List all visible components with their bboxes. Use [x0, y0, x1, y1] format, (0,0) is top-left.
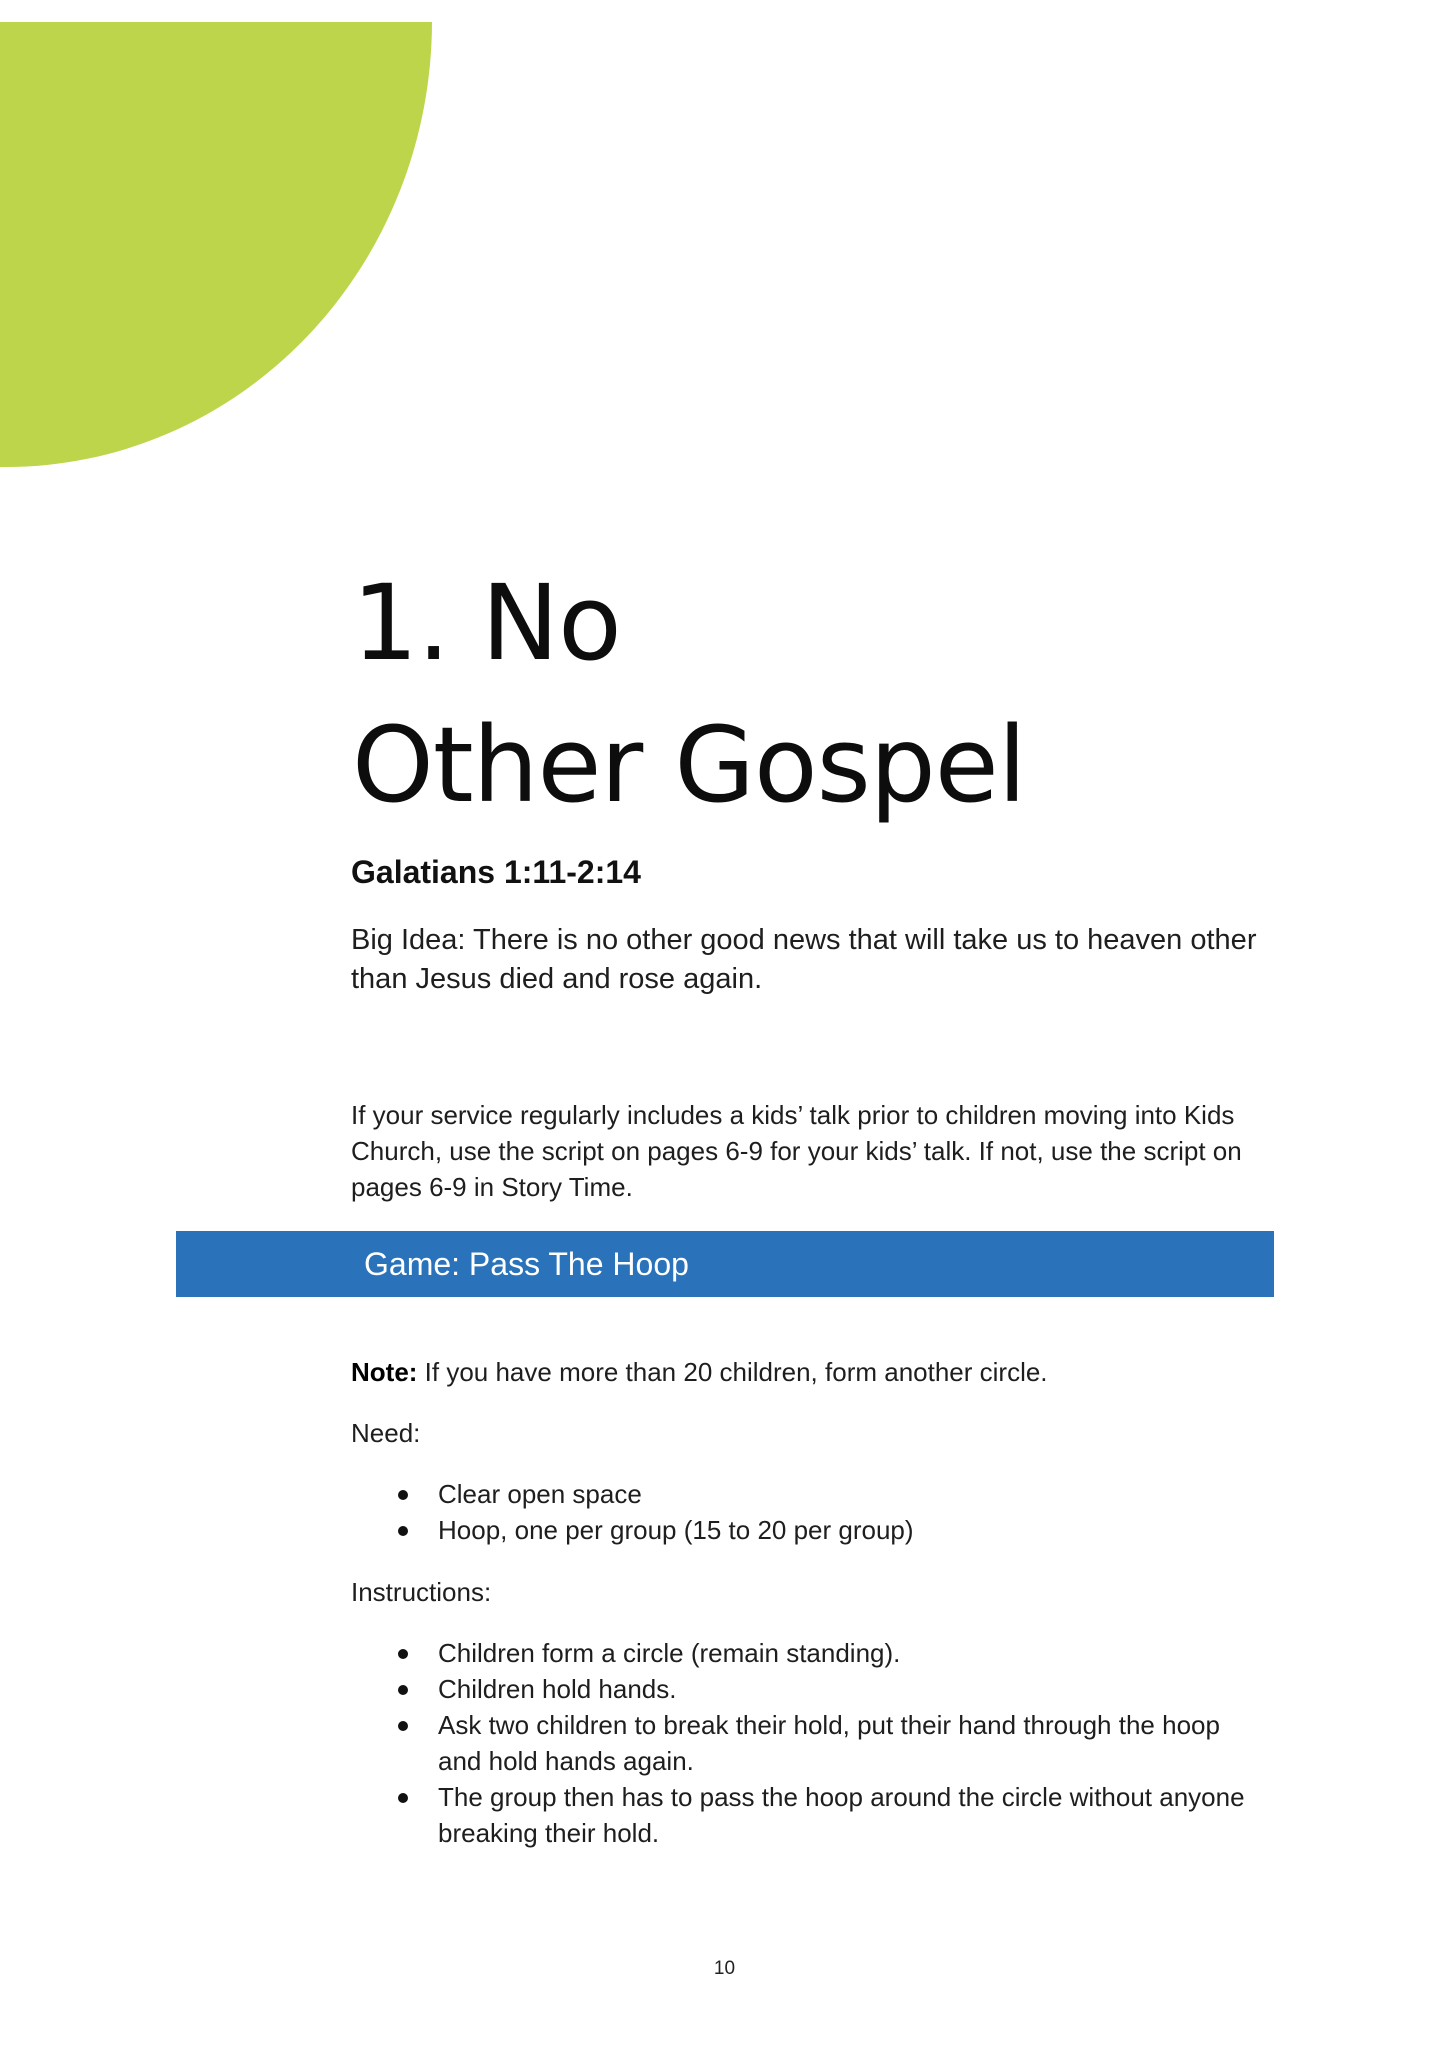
lesson-title: [352, 552, 1026, 836]
need-list: [351, 1476, 1251, 1548]
bullet-icon: [398, 1721, 408, 1731]
page-number: 10: [713, 1958, 736, 1979]
game-note: [351, 1354, 1048, 1390]
list-item-text: Hoop, one per group (15 to 20 per group): [438, 1515, 914, 1545]
bullet-icon: [398, 1490, 408, 1500]
bullet-icon: [398, 1685, 408, 1695]
instructions-list: [351, 1635, 1251, 1851]
list-item: [351, 1476, 1251, 1512]
bullet-icon: [398, 1649, 408, 1659]
bullet-icon: [398, 1526, 408, 1536]
list-item: [351, 1707, 1251, 1779]
game-section-banner: [176, 1231, 1274, 1297]
need-label: Need:: [351, 1418, 421, 1448]
note-label: Note:: [351, 1357, 418, 1387]
big-idea-text: Big Idea: There is no other good news that will take us to heaven other than Jesus died and rose again.: [351, 924, 1257, 995]
bullet-icon: [398, 1793, 408, 1803]
list-item-text: Ask two children to break their hold, put their hand through the hoop and hold hands again.: [438, 1710, 1220, 1776]
kids-talk-intro: If your service regularly includes a kids’ talk prior to children moving into Kids Church, use the script on pages 6-9 for your kids’ talk. If not, use the script on pages 6-9 in Story Time.: [351, 1100, 1242, 1202]
list-item-text: Children hold hands.: [438, 1674, 677, 1704]
decorative-green-circle: [0, 0, 432, 467]
scripture-reference: Galatians 1:11-2:14: [351, 854, 641, 890]
lesson-title-line-2: Other Gospel: [352, 704, 1026, 826]
list-item: [351, 1671, 1251, 1707]
game-section-title: Game: Pass The Hoop: [364, 1246, 689, 1282]
instructions-label: Instructions:: [351, 1577, 492, 1607]
list-item-text: Clear open space: [438, 1479, 642, 1509]
top-margin: [0, 0, 1449, 22]
list-item: [351, 1512, 1251, 1548]
list-item-text: Children form a circle (remain standing).: [438, 1638, 901, 1668]
list-item-text: The group then has to pass the hoop around the circle without anyone breaking their hold.: [438, 1782, 1245, 1848]
lesson-title-line-1: 1. No: [352, 562, 621, 684]
note-text: If you have more than 20 children, form another circle.: [417, 1357, 1048, 1387]
list-item: [351, 1635, 1251, 1671]
list-item: [351, 1779, 1251, 1851]
